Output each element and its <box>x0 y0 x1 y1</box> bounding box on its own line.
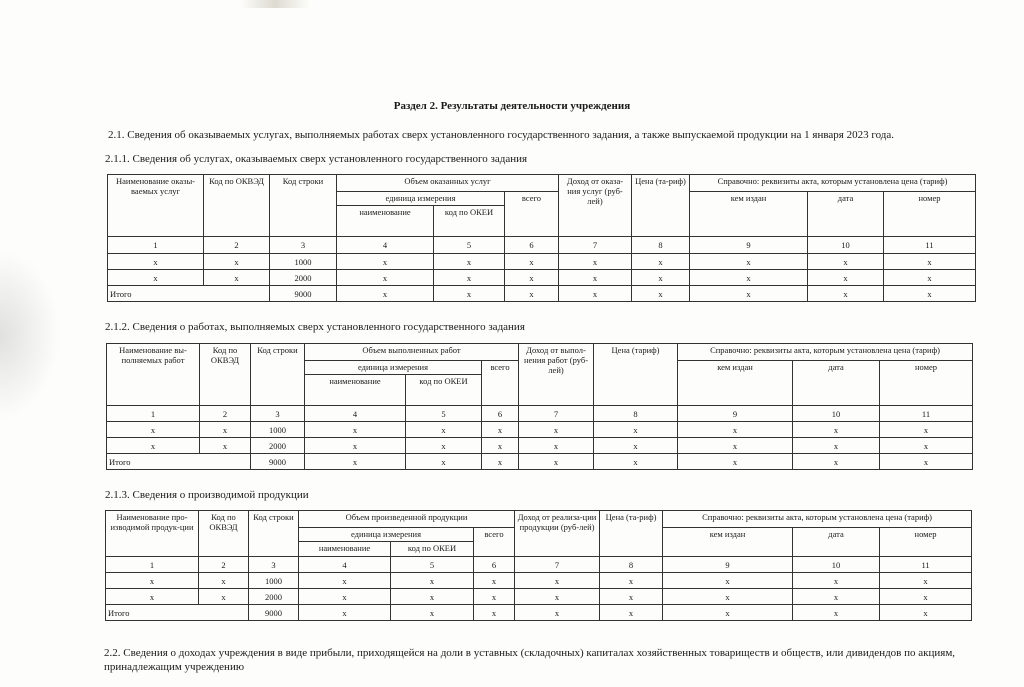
col-okei: код по ОКЕИ <box>434 206 505 237</box>
col-reference: Справочно: реквизиты акта, которым установлена цена (тариф) <box>678 344 973 361</box>
col-issuer: кем издан <box>663 528 793 557</box>
table2-heading: 2.1.2. Сведения о работах, выполняемых сверх установленного государственного задания <box>105 321 525 333</box>
cell: x <box>305 454 406 470</box>
col-price: Цена (та-риф) <box>600 511 663 557</box>
cell: x <box>559 254 632 270</box>
cell: x <box>808 254 884 270</box>
table3-heading: 2.1.3. Сведения о производимой продукции <box>105 489 309 501</box>
col-okei: код по ОКЕИ <box>406 375 482 406</box>
cell: x <box>505 254 559 270</box>
cell: 9000 <box>251 454 305 470</box>
scan-smudge <box>0 250 60 420</box>
cell: x <box>391 573 474 589</box>
cell: x <box>594 438 678 454</box>
cell: 2000 <box>270 270 337 286</box>
cell: x <box>337 286 434 302</box>
cell: x <box>808 286 884 302</box>
cell: x <box>678 422 793 438</box>
col-issuer: кем издан <box>690 192 808 237</box>
cell: x <box>880 438 973 454</box>
col-service-name: Наименование оказы-ваемых услуг <box>108 175 204 237</box>
cell: 2000 <box>251 438 305 454</box>
num-cell: 11 <box>884 237 976 254</box>
cell: x <box>515 605 600 621</box>
cell: x <box>519 454 594 470</box>
num-cell: 8 <box>594 406 678 422</box>
cell: x <box>690 286 808 302</box>
col-volume: Объем выполненных работ <box>305 344 519 361</box>
col-okved: Код по ОКВЭД <box>199 511 249 557</box>
num-cell: 9 <box>678 406 793 422</box>
cell: x <box>663 605 793 621</box>
num-cell: 8 <box>600 557 663 573</box>
total-row <box>108 286 976 302</box>
col-issuer: кем издан <box>678 361 793 406</box>
num-cell: 2 <box>204 237 270 254</box>
num-cell: 3 <box>249 557 299 573</box>
cell: x <box>305 438 406 454</box>
cell: 1000 <box>251 422 305 438</box>
num-cell: 6 <box>474 557 515 573</box>
cell: x <box>632 270 690 286</box>
cell: x <box>107 438 200 454</box>
cell: x <box>299 589 391 605</box>
cell: x <box>678 454 793 470</box>
col-reference: Справочно: реквизиты акта, которым установлена цена (тариф) <box>690 175 976 192</box>
col-unit: единица измерения <box>305 361 482 375</box>
cell: x <box>391 605 474 621</box>
cell: 2000 <box>249 589 299 605</box>
cell: x <box>305 422 406 438</box>
cell: x <box>594 422 678 438</box>
cell: x <box>600 589 663 605</box>
num-cell: 10 <box>808 237 884 254</box>
col-total: всего <box>474 528 515 557</box>
cell: x <box>559 270 632 286</box>
cell: x <box>600 605 663 621</box>
num-cell: 2 <box>199 557 249 573</box>
cell: x <box>880 589 972 605</box>
num-cell: 5 <box>391 557 474 573</box>
total-label: Итого <box>107 454 251 470</box>
cell: x <box>663 573 793 589</box>
cell: x <box>515 589 600 605</box>
cell: x <box>337 254 434 270</box>
cell: x <box>299 605 391 621</box>
num-cell: 3 <box>251 406 305 422</box>
col-unit-name: наименование <box>337 206 434 237</box>
cell: x <box>505 286 559 302</box>
num-cell: 7 <box>559 237 632 254</box>
col-okved: Код по ОКВЭД <box>204 175 270 237</box>
cell: 1000 <box>270 254 337 270</box>
cell: x <box>108 254 204 270</box>
cell: 1000 <box>249 573 299 589</box>
cell: x <box>632 254 690 270</box>
cell: x <box>880 573 972 589</box>
total-label: Итого <box>108 286 270 302</box>
col-income: Доход от реализа-ции продукции (руб-лей) <box>515 511 600 557</box>
col-price: Цена (та-риф) <box>632 175 690 237</box>
cell: x <box>108 270 204 286</box>
col-number: номер <box>880 528 972 557</box>
total-row <box>106 605 972 621</box>
col-unit-name: наименование <box>305 375 406 406</box>
cell: x <box>106 589 199 605</box>
col-volume: Объем оказанных услуг <box>337 175 559 192</box>
col-row-code: Код строки <box>270 175 337 237</box>
col-number: номер <box>884 192 976 237</box>
col-work-name: Наименование вы-полняемых работ <box>107 344 200 406</box>
cell: x <box>474 589 515 605</box>
table-row <box>107 422 973 438</box>
cell: x <box>474 573 515 589</box>
num-cell: 7 <box>515 557 600 573</box>
col-income: Доход от выпол-нения работ (руб-лей) <box>519 344 594 406</box>
cell: x <box>474 605 515 621</box>
cell: 9000 <box>249 605 299 621</box>
cell: x <box>482 438 519 454</box>
col-product-name: Наименование про-изводимой продук-ции <box>106 511 199 557</box>
num-cell: 11 <box>880 557 972 573</box>
num-cell: 4 <box>337 237 434 254</box>
cell: x <box>600 573 663 589</box>
cell: x <box>519 438 594 454</box>
cell: x <box>204 254 270 270</box>
cell: x <box>594 454 678 470</box>
cell: x <box>793 605 880 621</box>
num-cell: 4 <box>305 406 406 422</box>
cell: x <box>793 589 880 605</box>
cell: x <box>884 286 976 302</box>
cell: x <box>690 254 808 270</box>
num-cell: 7 <box>519 406 594 422</box>
cell: x <box>482 422 519 438</box>
col-total: всего <box>505 192 559 237</box>
num-cell: 11 <box>880 406 973 422</box>
num-cell: 9 <box>690 237 808 254</box>
paragraph-2-1: 2.1. Сведения об оказываемых услугах, выполняемых работах сверх установленного государственного задания, а также выпускаемой продукции на 1 января 2023 года. <box>108 129 895 141</box>
num-cell: 10 <box>793 557 880 573</box>
cell: x <box>884 270 976 286</box>
cell: x <box>663 589 793 605</box>
col-date: дата <box>793 361 880 406</box>
col-row-code: Код строки <box>251 344 305 406</box>
cell: x <box>808 270 884 286</box>
col-unit: единица измерения <box>299 528 474 542</box>
cell: x <box>880 454 973 470</box>
table1-heading: 2.1.1. Сведения об услугах, оказываемых сверх установленного государственного задания <box>105 153 528 165</box>
col-unit-name: наименование <box>299 542 391 557</box>
total-row <box>107 454 973 470</box>
cell: x <box>678 438 793 454</box>
col-total: всего <box>482 361 519 406</box>
cell: x <box>793 438 880 454</box>
cell: x <box>107 422 200 438</box>
cell: x <box>406 438 482 454</box>
num-cell: 4 <box>299 557 391 573</box>
cell: x <box>199 589 249 605</box>
cell: x <box>406 422 482 438</box>
num-cell: 5 <box>434 237 505 254</box>
num-cell: 1 <box>108 237 204 254</box>
cell: x <box>793 422 880 438</box>
col-row-code: Код строки <box>249 511 299 557</box>
cell: x <box>199 573 249 589</box>
col-date: дата <box>793 528 880 557</box>
cell: x <box>200 422 251 438</box>
cell: x <box>505 270 559 286</box>
num-cell: 9 <box>663 557 793 573</box>
table-row <box>107 438 973 454</box>
num-cell: 2 <box>200 406 251 422</box>
cell: x <box>406 454 482 470</box>
col-number: номер <box>880 361 973 406</box>
cell: x <box>482 454 519 470</box>
cell: x <box>632 286 690 302</box>
col-date: дата <box>808 192 884 237</box>
num-cell: 1 <box>107 406 200 422</box>
col-price: Цена (тариф) <box>594 344 678 406</box>
col-okved: Код по ОКВЭД <box>200 344 251 406</box>
cell: 9000 <box>270 286 337 302</box>
cell: x <box>519 422 594 438</box>
num-cell: 1 <box>106 557 199 573</box>
works-table <box>106 343 973 470</box>
total-label: Итого <box>106 605 249 621</box>
num-cell: 6 <box>482 406 519 422</box>
table-row <box>106 589 972 605</box>
cell: x <box>200 438 251 454</box>
cell: x <box>106 573 199 589</box>
services-table <box>107 174 976 302</box>
num-cell: 5 <box>406 406 482 422</box>
cell: x <box>880 422 973 438</box>
cell: x <box>515 573 600 589</box>
products-table <box>105 510 972 621</box>
col-okei: код по ОКЕИ <box>391 542 474 557</box>
cell: x <box>793 454 880 470</box>
col-income: Доход от оказа-ния услуг (руб-лей) <box>559 175 632 237</box>
num-cell: 3 <box>270 237 337 254</box>
cell: x <box>793 573 880 589</box>
cell: x <box>434 286 505 302</box>
num-cell: 8 <box>632 237 690 254</box>
paragraph-2-2: 2.2. Сведения о доходах учреждения в виде прибыли, приходящейся на доли в уставных (складочных) капиталах хозяйственных товариществ и обществ, или дивидендов по акциям, принадлежащим учреждению <box>104 647 956 673</box>
scan-mark <box>240 0 310 8</box>
num-cell: 6 <box>505 237 559 254</box>
num-cell: 10 <box>793 406 880 422</box>
cell: x <box>337 270 434 286</box>
cell: x <box>880 605 972 621</box>
section-title: Раздел 2. Результаты деятельности учреждения <box>393 100 631 112</box>
cell: x <box>434 254 505 270</box>
table-row <box>106 573 972 589</box>
col-reference: Справочно: реквизиты акта, которым установлена цена (тариф) <box>663 511 972 528</box>
cell: x <box>299 573 391 589</box>
table-row <box>108 270 976 286</box>
cell: x <box>434 270 505 286</box>
col-volume: Объем произведенной продукции <box>299 511 515 528</box>
cell: x <box>391 589 474 605</box>
cell: x <box>884 254 976 270</box>
col-unit: единица измерения <box>337 192 505 206</box>
cell: x <box>204 270 270 286</box>
table-row <box>108 254 976 270</box>
cell: x <box>690 270 808 286</box>
cell: x <box>559 286 632 302</box>
